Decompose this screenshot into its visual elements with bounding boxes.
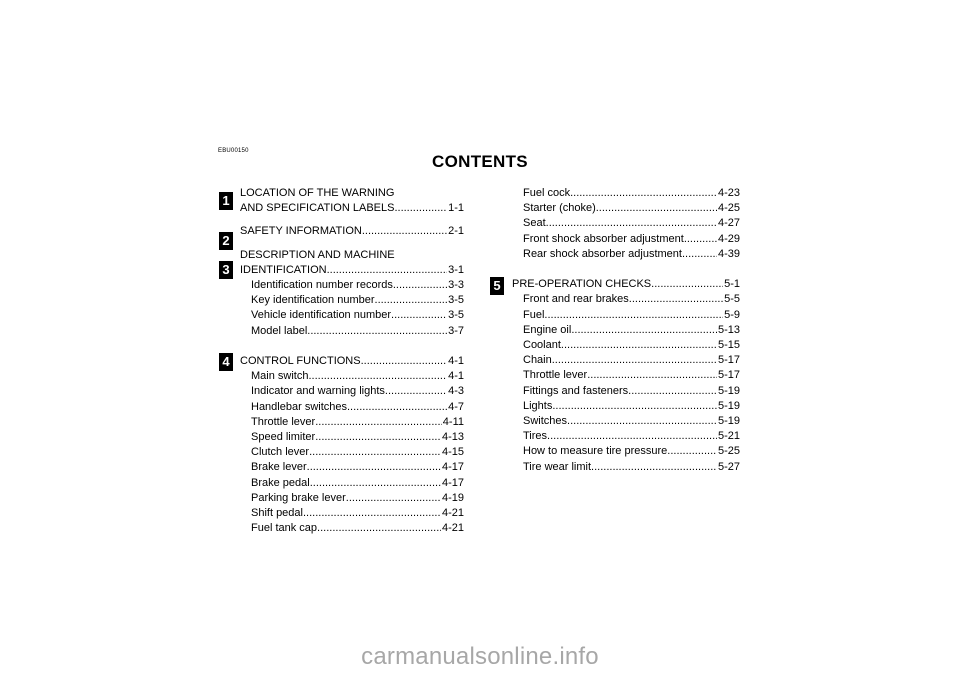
toc-entry-label: Rear shock absorber adjustment — [523, 247, 682, 260]
leader-dots — [629, 292, 723, 307]
toc-entry[interactable] — [512, 277, 740, 292]
toc-page-number: 4-15 — [441, 446, 464, 459]
toc-entry-label: Brake lever — [251, 461, 307, 474]
toc-entry[interactable] — [512, 323, 740, 338]
toc-entry[interactable] — [512, 414, 740, 429]
toc-entry-label: Shift pedal — [251, 507, 303, 520]
leader-dots — [310, 476, 441, 491]
toc-page-number: 4-21 — [441, 507, 464, 520]
document-code: EBU00150 — [218, 148, 249, 154]
toc-left-column — [240, 186, 464, 536]
toc-entry[interactable] — [512, 444, 740, 459]
toc-page-number: 3-7 — [448, 324, 464, 337]
toc-entry-label: Tire wear limit — [523, 460, 592, 473]
leader-dots — [544, 308, 723, 323]
toc-page-number: 5-21 — [717, 430, 740, 443]
toc-page-number: 3-5 — [448, 294, 464, 307]
leader-dots — [684, 232, 717, 247]
toc-entry-label: Speed limiter — [251, 431, 316, 444]
toc-page-number: 5-27 — [717, 460, 740, 473]
toc-entry-label: Identification number records — [251, 279, 393, 292]
leader-dots — [552, 399, 717, 414]
toc-entry-label: Switches — [523, 415, 568, 428]
toc-entry[interactable] — [512, 368, 740, 383]
toc-entry-label: Tires — [523, 430, 548, 443]
leader-dots — [393, 278, 447, 293]
toc-entry[interactable] — [240, 224, 464, 239]
leader-dots — [570, 186, 717, 201]
toc-entry-label: Fuel cock — [523, 187, 571, 199]
toc-page-number: 4-7 — [448, 400, 464, 413]
leader-dots — [303, 506, 441, 521]
toc-page-number: 4-23 — [717, 187, 740, 199]
toc-entry[interactable] — [240, 278, 464, 293]
toc-entry-label: Model label — [251, 324, 308, 337]
toc-entry-label: Indicator and warning lights — [251, 385, 385, 398]
toc-entry-label: Lights — [523, 399, 553, 412]
leader-dots — [347, 400, 447, 415]
toc-entry[interactable] — [240, 521, 464, 536]
toc-entry[interactable] — [240, 491, 464, 506]
leader-dots — [391, 308, 447, 323]
toc-entry[interactable] — [240, 384, 464, 399]
toc-entry-label: Starter (choke) — [523, 202, 596, 215]
toc-page-number: 3-5 — [448, 309, 464, 322]
toc-entry[interactable] — [512, 308, 740, 323]
leader-dots — [362, 224, 447, 239]
section-tab-2[interactable]: 2 — [219, 232, 233, 250]
toc-entry[interactable] — [512, 338, 740, 353]
toc-page-number: 5-1 — [724, 278, 740, 291]
toc-page-number: 4-39 — [717, 247, 740, 260]
toc-entry-label: IDENTIFICATION — [240, 263, 327, 276]
toc-page-number: 4-27 — [717, 217, 740, 230]
leader-dots — [596, 201, 717, 216]
toc-page-number: 4-19 — [441, 491, 464, 504]
toc-page-number: 5-19 — [717, 399, 740, 412]
toc-page-number: 4-21 — [441, 522, 464, 535]
toc-entry[interactable] — [512, 292, 740, 307]
leader-dots — [567, 414, 717, 429]
toc-page-number: 5-25 — [717, 445, 740, 458]
leader-dots — [591, 460, 717, 475]
toc-entry-label: How to measure tire pressure — [523, 445, 668, 458]
toc-entry-label: SAFETY INFORMATION — [240, 225, 362, 238]
toc-entry-label: Parking brake lever — [251, 491, 346, 504]
toc-page-number: 5-19 — [717, 415, 740, 428]
leader-dots — [317, 521, 441, 536]
toc-entry-label: Front shock absorber adjustment — [523, 232, 684, 245]
toc-entry-label: Vehicle identification number — [251, 309, 392, 322]
toc-entry[interactable] — [512, 186, 740, 201]
toc-page-number: 4-25 — [717, 202, 740, 215]
toc-page-number: 4-1 — [448, 355, 464, 368]
toc-entry-label: Seat — [523, 217, 546, 230]
toc-entry-label: Chain — [523, 354, 552, 367]
toc-entry-label: Throttle lever — [523, 369, 588, 382]
leader-dots — [547, 429, 717, 444]
toc-entry-label: Handlebar switches — [251, 400, 347, 413]
toc-entry-label: PRE-OPERATION CHECKS — [512, 278, 652, 291]
toc-page-number: 3-1 — [448, 263, 464, 276]
toc-page-number: 4-29 — [717, 232, 740, 245]
toc-entry-label: Fittings and fasteners — [523, 384, 629, 397]
toc-page-number: 5-15 — [717, 339, 740, 352]
toc-entry[interactable] — [240, 324, 464, 339]
section-tab-4[interactable]: 4 — [219, 353, 233, 371]
toc-entry[interactable] — [240, 415, 464, 430]
toc-page-number: 1-1 — [448, 202, 464, 215]
toc-entry[interactable] — [512, 216, 740, 231]
toc-entry-label: Throttle lever — [251, 415, 316, 428]
leader-dots — [561, 338, 717, 353]
leader-dots — [651, 277, 723, 292]
toc-entry[interactable] — [240, 476, 464, 491]
toc-entry-label: Front and rear brakes — [523, 293, 629, 306]
toc-page-number: 5-13 — [717, 323, 740, 336]
toc-page-number: 5-17 — [717, 354, 740, 367]
toc-entry[interactable] — [240, 369, 464, 384]
toc-page-number: 5-17 — [717, 369, 740, 382]
section-tab-1[interactable]: 1 — [219, 192, 233, 210]
toc-entry[interactable] — [512, 232, 740, 247]
toc-entry[interactable] — [512, 399, 740, 414]
toc-entry-label: Key identification number — [251, 294, 375, 307]
leader-dots — [308, 369, 447, 384]
toc-entry-label: LOCATION OF THE WARNING — [240, 187, 395, 199]
toc-page-number: 5-19 — [717, 384, 740, 397]
leader-dots — [667, 444, 717, 459]
toc-page-number: 4-1 — [448, 370, 464, 383]
toc-entry[interactable] — [512, 384, 740, 399]
toc-entry-label: AND SPECIFICATION LABELS — [240, 202, 395, 215]
toc-entry-label: Fuel tank cap — [251, 522, 318, 535]
toc-page-number: 3-3 — [448, 279, 464, 292]
toc-page-number: 4-11 — [442, 415, 464, 428]
watermark: carmanualsonline.info — [361, 643, 599, 670]
toc-right-column — [512, 186, 740, 475]
toc-entry-label: Coolant — [523, 339, 561, 352]
toc-page-number: 4-13 — [441, 431, 464, 444]
toc-page-number: 5-5 — [724, 293, 740, 306]
section-tab-3[interactable]: 3 — [219, 261, 233, 279]
leader-dots — [385, 384, 447, 399]
toc-page-number: 4-3 — [448, 385, 464, 398]
toc-entry-label: Fuel — [523, 308, 545, 321]
leader-dots — [327, 263, 448, 278]
leader-dots — [309, 445, 441, 460]
leader-dots — [307, 324, 447, 339]
leader-dots — [346, 491, 441, 506]
toc-entry-label: Clutch lever — [251, 446, 310, 459]
toc-entry[interactable] — [512, 460, 740, 475]
leader-dots — [571, 323, 717, 338]
leader-dots — [546, 216, 717, 231]
leader-dots — [375, 293, 448, 308]
toc-entry-label: Engine oil — [523, 323, 572, 336]
toc-page-number: 5-9 — [724, 308, 740, 321]
toc-entry[interactable] — [512, 201, 740, 216]
toc-entry-label: CONTROL FUNCTIONS — [240, 355, 361, 368]
toc-page-number: 2-1 — [448, 225, 464, 238]
toc-entry[interactable] — [240, 460, 464, 475]
toc-entry[interactable] — [512, 429, 740, 444]
leader-dots — [307, 460, 441, 475]
toc-page-number: 4-17 — [441, 476, 464, 489]
toc-entry[interactable] — [240, 430, 464, 445]
leader-dots — [682, 247, 717, 262]
leader-dots — [587, 368, 717, 383]
toc-entry[interactable] — [240, 201, 464, 216]
toc-page-number: 4-17 — [441, 461, 464, 474]
toc-entry[interactable] — [240, 506, 464, 521]
page-title: CONTENTS — [432, 152, 528, 171]
leader-dots — [361, 354, 448, 369]
toc-entry[interactable] — [240, 263, 464, 278]
section-tab-5[interactable]: 5 — [490, 277, 504, 295]
leader-dots — [628, 384, 717, 399]
toc-entry[interactable] — [240, 400, 464, 415]
toc-entry-label: Brake pedal — [251, 476, 310, 489]
leader-dots — [394, 201, 447, 216]
toc-entry[interactable] — [240, 354, 464, 369]
leader-dots — [315, 415, 442, 430]
toc-entry[interactable] — [240, 186, 464, 201]
toc-entry-label: DESCRIPTION AND MACHINE — [240, 248, 395, 261]
toc-entry[interactable] — [512, 247, 740, 262]
toc-entry-label: Main switch — [251, 370, 309, 383]
leader-dots — [315, 430, 441, 445]
toc-entry[interactable] — [512, 353, 740, 368]
toc-entry[interactable] — [240, 293, 464, 308]
toc-entry[interactable] — [240, 308, 464, 323]
toc-entry[interactable] — [240, 445, 464, 460]
leader-dots — [552, 353, 717, 368]
toc-entry[interactable] — [240, 248, 464, 263]
